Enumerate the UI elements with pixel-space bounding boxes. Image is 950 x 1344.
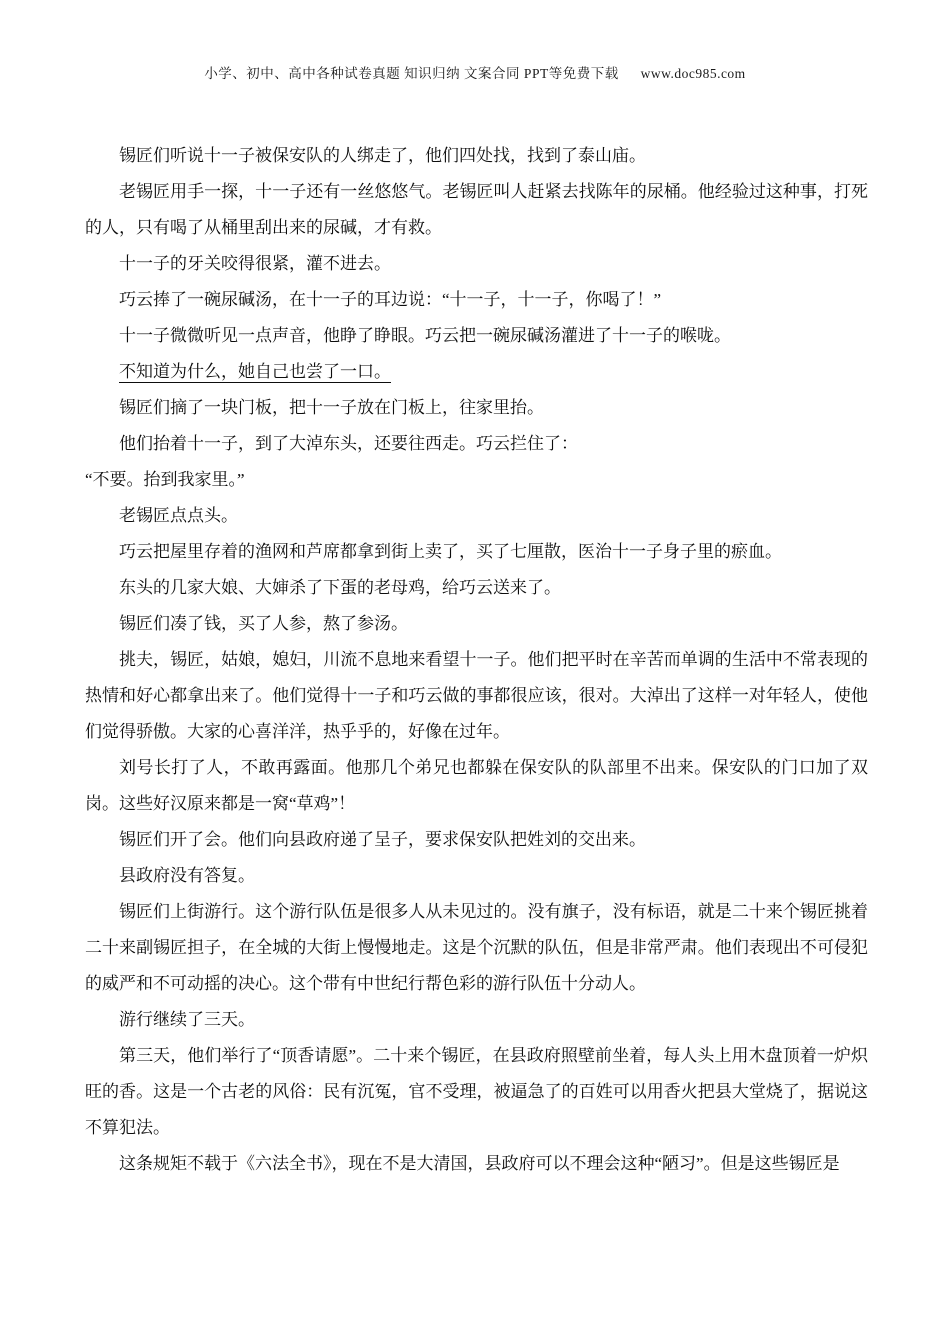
page-header — [0, 0, 950, 82]
paragraph: 巧云把屋里存着的渔网和芦席都拿到街上卖了，买了七厘散，医治十一子身子里的瘀血。 — [119, 542, 782, 561]
paragraph: 游行继续了三天。 — [119, 1010, 255, 1029]
paragraph: 十一子微微听见一点声音，他睁了睁眼。巧云把一碗尿碱汤灌进了十一子的喉咙。 — [119, 326, 731, 345]
paragraph: 刘号长打了人，不敢再露面。他那几个弟兄也都躲在保安队的队部里不出来。保安队的门口加了双岗。这些好汉原来都是一窝“草鸡”！ — [85, 758, 868, 813]
document-body — [0, 82, 950, 1182]
paragraph: 巧云捧了一碗尿碱汤，在十一子的耳边说：“十一子，十一子，你喝了！” — [119, 290, 662, 309]
paragraph: 十一子的牙关咬得很紧，灌不进去。 — [119, 254, 391, 273]
paragraph: 东头的几家大娘、大婶杀了下蛋的老母鸡，给巧云送来了。 — [119, 578, 561, 597]
paragraph: 挑夫，锡匠，姑娘，媳妇，川流不息地来看望十一子。他们把平时在辛苦而单调的生活中不常表现的热情和好心都拿出来了。他们觉得十一子和巧云做的事都很应该，很对。大淖出了这样一对年轻人，使他们觉得骄傲。大家的心喜洋洋，热乎乎的，好像在过年。 — [85, 650, 868, 741]
paragraph: 锡匠们凑了钱，买了人参，熬了参汤。 — [119, 614, 408, 633]
paragraph: 锡匠们上街游行。这个游行队伍是很多人从未见过的。没有旗子，没有标语，就是二十来个锡匠挑着二十来副锡匠担子，在全城的大街上慢慢地走。这是个沉默的队伍，但是非常严肃。他们表现出不可侵犯的威严和不可动摇的决心。这个带有中世纪行帮色彩的游行队伍十分动人。 — [85, 902, 868, 993]
paragraph: 第三天，他们举行了“顶香请愿”。二十来个锡匠，在县政府照壁前坐着，每人头上用木盘顶着一炉炽旺的香。这是一个古老的风俗：民有沉冤，官不受理，被逼急了的百姓可以用香火把县大堂烧了，据说这不算犯法。 — [85, 1046, 868, 1137]
paragraph: 锡匠们开了会。他们向县政府递了呈子，要求保安队把姓刘的交出来。 — [119, 830, 646, 849]
paragraph: 老锡匠用手一探，十一子还有一丝悠悠气。老锡匠叫人赶紧去找陈年的尿桶。他经验过这种事，打死的人，只有喝了从桶里刮出来的尿碱，才有救。 — [85, 182, 868, 237]
paragraph: 他们抬着十一子，到了大淖东头，还要往西走。巧云拦住了： — [119, 434, 578, 453]
header-info-text: 小学、初中、高中各种试卷真题 知识归纳 文案合同 PPT等免费下载 — [204, 66, 619, 81]
paragraph: 锡匠们摘了一块门板，把十一子放在门板上，往家里抬。 — [119, 398, 544, 417]
underlined-sentence: 不知道为什么，她自己也尝了一口。 — [119, 362, 391, 381]
paragraph: 老锡匠点点头。 — [119, 506, 238, 525]
paragraph: 锡匠们听说十一子被保安队的人绑走了，他们四处找，找到了泰山庙。 — [119, 146, 646, 165]
header-site-url[interactable]: www.doc985.com — [640, 66, 746, 81]
paragraph: 这条规矩不载于《六法全书》，现在不是大清国，县政府可以不理会这种“陋习”。但是这些锡匠是 — [119, 1154, 840, 1173]
dialogue-line: “不要。抬到我家里。” — [85, 470, 245, 489]
paragraph: 县政府没有答复。 — [119, 866, 255, 885]
